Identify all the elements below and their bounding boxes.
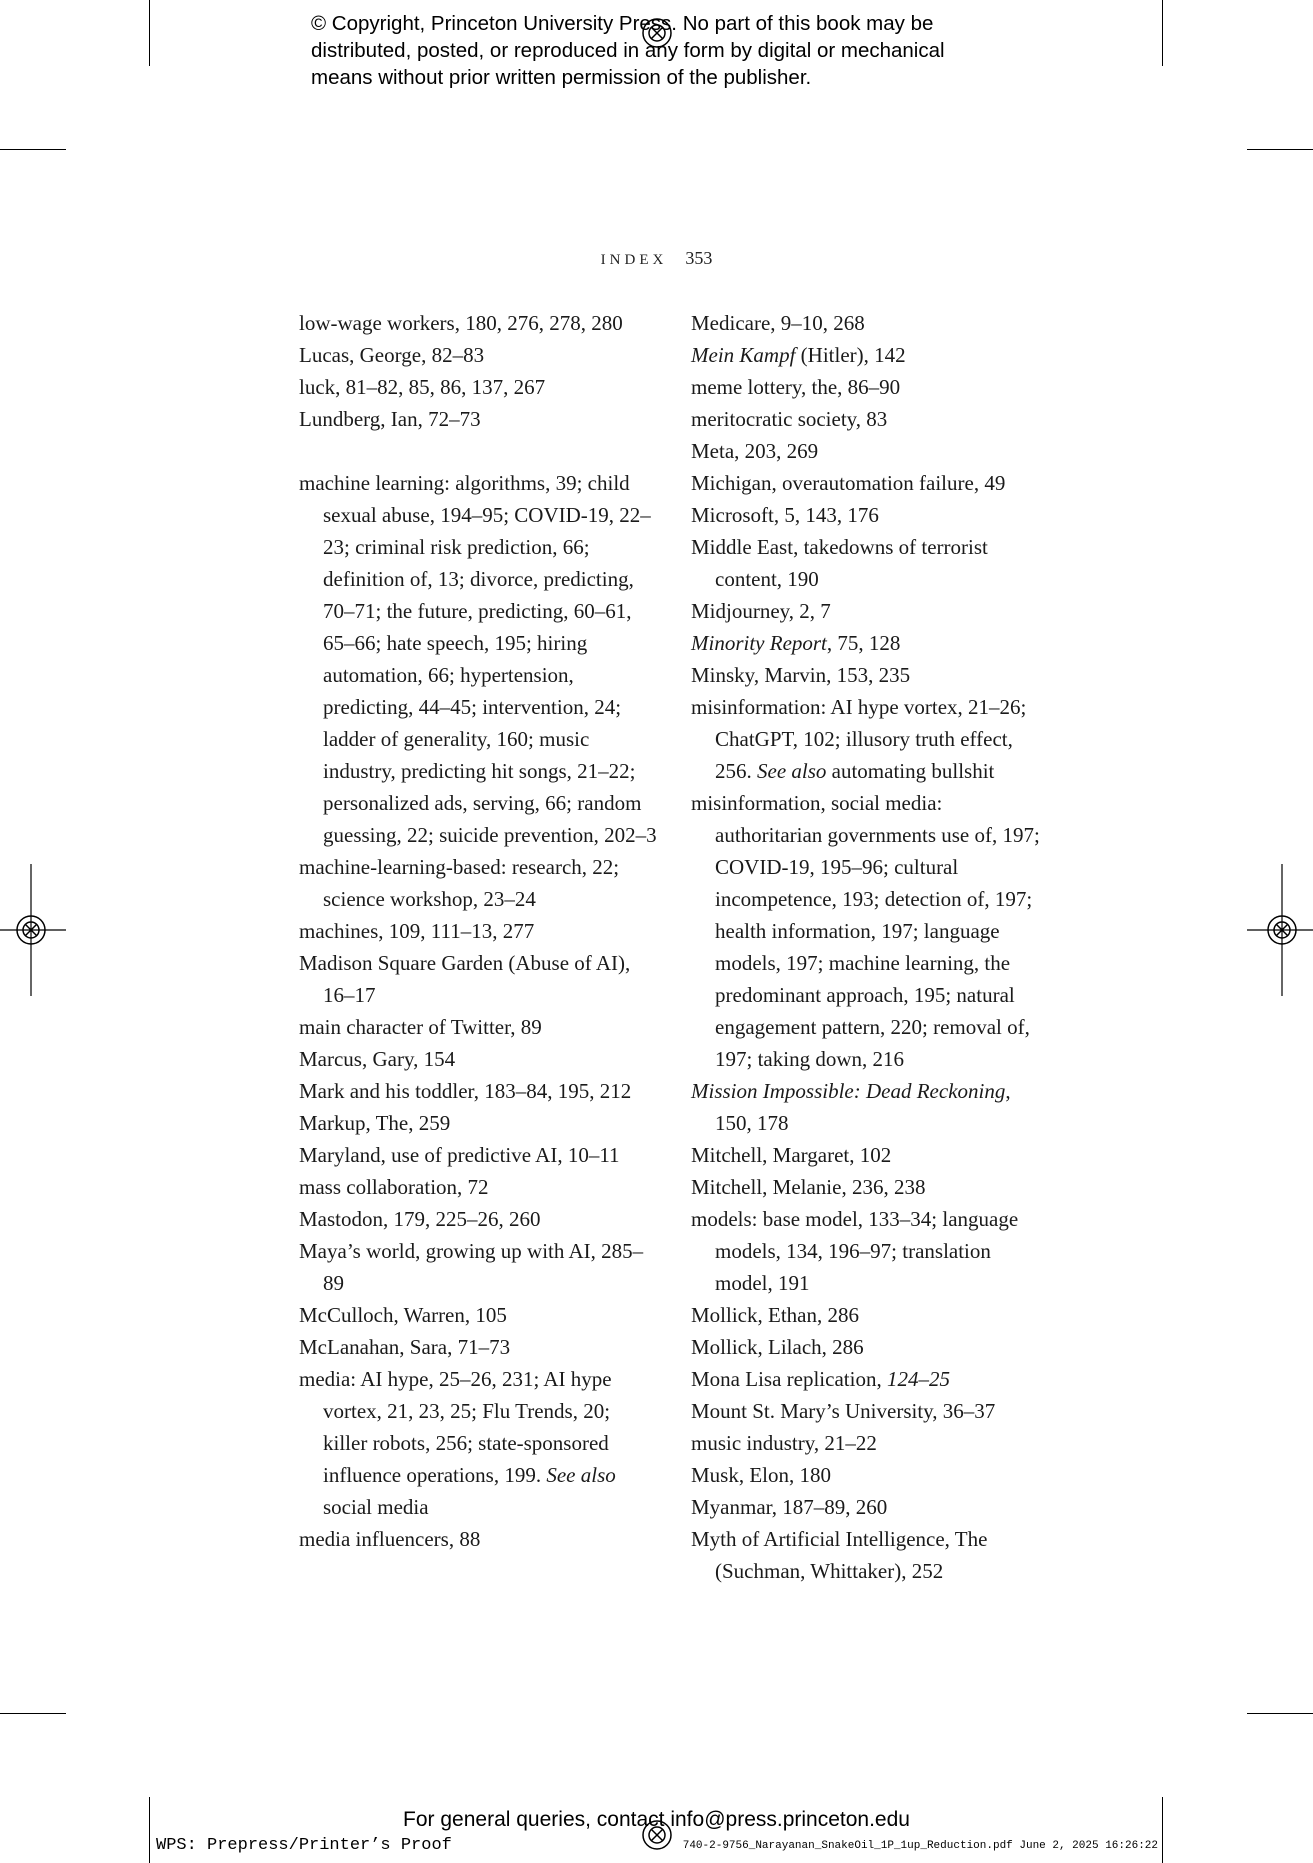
index-entry: [299, 947, 659, 1011]
index-entry: [299, 851, 659, 915]
copyright-line: © Copyright, Princeton University Press. No part of this book may be: [311, 12, 934, 35]
index-entry-text: machine learning: algorithms, 39; child sexual abuse, 194–95; COVID-19, 22–23; criminal risk prediction, 66; definition of, 13; divorce, predicting, 70–71; the future, predicting, 60–61, 65–66; hate speech, 195; hiring automation, 66; hypertension, predicting, 44–45; intervention, 24; ladder of generality, 160; music industry, predicting hit songs, 21–22; personalized ads, serving, 66; random guessing, 22; suicide prevention, 202–3: [299, 471, 657, 847]
footer-file-info: 740-2-9756_Narayanan_SnakeOil_1P_1up_Reduction.pdf June 2, 2025 16:26:22: [682, 1840, 1158, 1852]
index-entry: [691, 1171, 1051, 1203]
index-entry: [691, 1395, 1051, 1427]
index-entry: [691, 1523, 1051, 1587]
index-entry-text: media influencers, 88: [299, 1527, 481, 1551]
footer-contact: For general queries, contact info@press.princeton.edu: [403, 1808, 910, 1831]
index-entry-text: Marcus, Gary, 154: [299, 1047, 456, 1071]
index-entry-text: Musk, Elon, 180: [691, 1463, 832, 1487]
index-entry: [691, 1299, 1051, 1331]
index-entry-italic: See also: [546, 1463, 616, 1487]
index-entry-text: Mitchell, Margaret, 102: [691, 1143, 892, 1167]
index-entry-text: Middle East, takedowns of terrorist content, 190: [691, 535, 988, 591]
index-entry-italic: 124–25: [886, 1367, 950, 1391]
crop-mark: [0, 149, 66, 150]
index-entry: [299, 1203, 659, 1235]
index-entry: [691, 787, 1051, 1075]
index-entry: [299, 1171, 659, 1203]
index-entry-text: , 150, 178: [715, 1079, 1011, 1135]
index-entry-text: Lucas, George, 82–83: [299, 343, 485, 367]
index-column-left: [299, 307, 659, 1555]
index-entry-text: Markup, The, 259: [299, 1111, 451, 1135]
index-entry-text: Mark and his toddler, 183–84, 195, 212: [299, 1079, 632, 1103]
index-entry-text: Mitchell, Melanie, 236, 238: [691, 1175, 926, 1199]
index-entry: [299, 1523, 659, 1555]
index-entry: [691, 1459, 1051, 1491]
footer-proof-label: WPS: Prepress/Printer’s Proof: [156, 1836, 452, 1855]
index-entry-text: Michigan, overautomation failure, 49: [691, 471, 1006, 495]
index-entry: [299, 1011, 659, 1043]
index-entry-text: luck, 81–82, 85, 86, 137, 267: [299, 375, 546, 399]
page-number: 353: [685, 248, 713, 268]
index-entry: [299, 1331, 659, 1363]
index-entry-text: social media: [323, 1495, 429, 1519]
index-entry-text: Mastodon, 179, 225–26, 260: [299, 1207, 541, 1231]
copyright-line: means without prior written permission of the publisher.: [311, 66, 812, 89]
running-head-label: INDEX: [600, 252, 668, 268]
index-entry: [691, 531, 1051, 595]
index-entry-text: Meta, 203, 269: [691, 439, 819, 463]
index-entry-text: models: base model, 133–34; language models, 134, 196–97; translation model, 191: [691, 1207, 1019, 1295]
crop-mark: [149, 0, 150, 66]
index-entry: [299, 339, 659, 371]
index-entry-text: Myth of Artificial Intelligence, The (Suchman, Whittaker), 252: [691, 1527, 988, 1583]
index-entry: [299, 1363, 659, 1523]
index-entry-text: McLanahan, Sara, 71–73: [299, 1335, 511, 1359]
index-entry: [691, 403, 1051, 435]
index-entry-text: Mount St. Mary’s University, 36–37: [691, 1399, 996, 1423]
index-entry-text: Microsoft, 5, 143, 176: [691, 503, 879, 527]
running-head: [0, 248, 1313, 269]
index-entry-italic: Minority Report: [691, 631, 827, 655]
index-entry: [299, 1235, 659, 1299]
index-entry-text: Minsky, Marvin, 153, 235: [691, 663, 911, 687]
index-entry-text: Myanmar, 187–89, 260: [691, 1495, 888, 1519]
index-entry-text: media: AI hype, 25–26, 231; AI hype vortex, 21, 23, 25; Flu Trends, 20; killer robots, 256; state-sponsored influence operations, 199.: [299, 1367, 612, 1487]
crop-mark: [1247, 149, 1313, 150]
index-entry: [691, 1427, 1051, 1459]
index-entry: [691, 1075, 1051, 1139]
index-entry-text: Mollick, Lilach, 286: [691, 1335, 864, 1359]
index-entry: [691, 1139, 1051, 1171]
index-entry-text: low-wage workers, 180, 276, 278, 280: [299, 311, 623, 335]
index-entry-text: automating bullshit: [826, 759, 995, 783]
index-entry: [299, 467, 659, 851]
index-entry: [299, 307, 659, 339]
crop-mark: [1162, 0, 1163, 66]
index-entry: [691, 1491, 1051, 1523]
copyright-line: distributed, posted, or reproduced in any form by digital or mechanical: [311, 39, 945, 62]
registration-mark-left-icon: [0, 864, 66, 996]
index-entry: [299, 371, 659, 403]
index-entry-text: misinformation: AI hype vortex, 21–26; ChatGPT, 102; illusory truth effect, 256.: [691, 695, 1027, 783]
index-entry: [691, 1331, 1051, 1363]
index-entry-text: Maryland, use of predictive AI, 10–11: [299, 1143, 620, 1167]
index-entry: [691, 595, 1051, 627]
index-entry: [299, 1107, 659, 1139]
index-entry-text: misinformation, social media: authoritarian governments use of, 197; COVID-19, 195–96; cultural incompetence, 193; detection of, 197; health information, 197; language models, 197; machine learning, the predominant approach, 195; natural engagement pattern, 220; removal of, 197; taking down, 216: [691, 791, 1040, 1071]
index-entry: [691, 435, 1051, 467]
index-entry: [691, 339, 1051, 371]
index-entry-text: music industry, 21–22: [691, 1431, 877, 1455]
copyright-notice: [311, 10, 1071, 91]
index-entry-text: Mona Lisa replication,: [691, 1367, 887, 1391]
index-entry-text: meme lottery, the, 86–90: [691, 375, 901, 399]
crop-mark: [1247, 1713, 1313, 1714]
index-entry: [299, 1299, 659, 1331]
index-entry-text: mass collaboration, 72: [299, 1175, 489, 1199]
index-entry: [299, 1139, 659, 1171]
index-entry: [691, 1363, 1051, 1395]
index-entry: [691, 307, 1051, 339]
crop-mark: [0, 1713, 66, 1714]
section-gap: [299, 435, 659, 467]
index-entry-text: , 75, 128: [826, 631, 901, 655]
index-column-right: [691, 307, 1051, 1587]
index-entry: [299, 403, 659, 435]
index-entry: [299, 915, 659, 947]
index-entry-italic: See also: [757, 759, 827, 783]
index-entry-text: (Hitler), 142: [795, 343, 906, 367]
index-entry-text: machines, 109, 111–13, 277: [299, 919, 535, 943]
index-entry: [691, 1203, 1051, 1299]
index-entry-text: main character of Twitter, 89: [299, 1015, 542, 1039]
index-entry: [691, 371, 1051, 403]
index-entry-text: machine-learning-based: research, 22; science workshop, 23–24: [299, 855, 620, 911]
index-entry-text: Lundberg, Ian, 72–73: [299, 407, 481, 431]
index-entry: [691, 627, 1051, 659]
index-entry: [691, 467, 1051, 499]
index-entry: [691, 659, 1051, 691]
registration-mark-right-icon: [1247, 864, 1313, 996]
index-entry-text: meritocratic society, 83: [691, 407, 888, 431]
index-entry: [299, 1075, 659, 1107]
index-entry-text: Midjourney, 2, 7: [691, 599, 831, 623]
index-entry-text: Maya’s world, growing up with AI, 285–89: [299, 1239, 644, 1295]
index-entry: [691, 691, 1051, 787]
index-entry-italic: Mein Kampf: [691, 343, 796, 367]
index-entry: [691, 499, 1051, 531]
index-entry-text: Mollick, Ethan, 286: [691, 1303, 859, 1327]
index-entry-text: Madison Square Garden (Abuse of AI), 16–17: [299, 951, 631, 1007]
index-entry-text: Medicare, 9–10, 268: [691, 311, 865, 335]
index-entry-text: McCulloch, Warren, 105: [299, 1303, 507, 1327]
index-entry-italic: Mission Impossible: Dead Reckoning: [691, 1079, 1006, 1103]
index-entry: [299, 1043, 659, 1075]
